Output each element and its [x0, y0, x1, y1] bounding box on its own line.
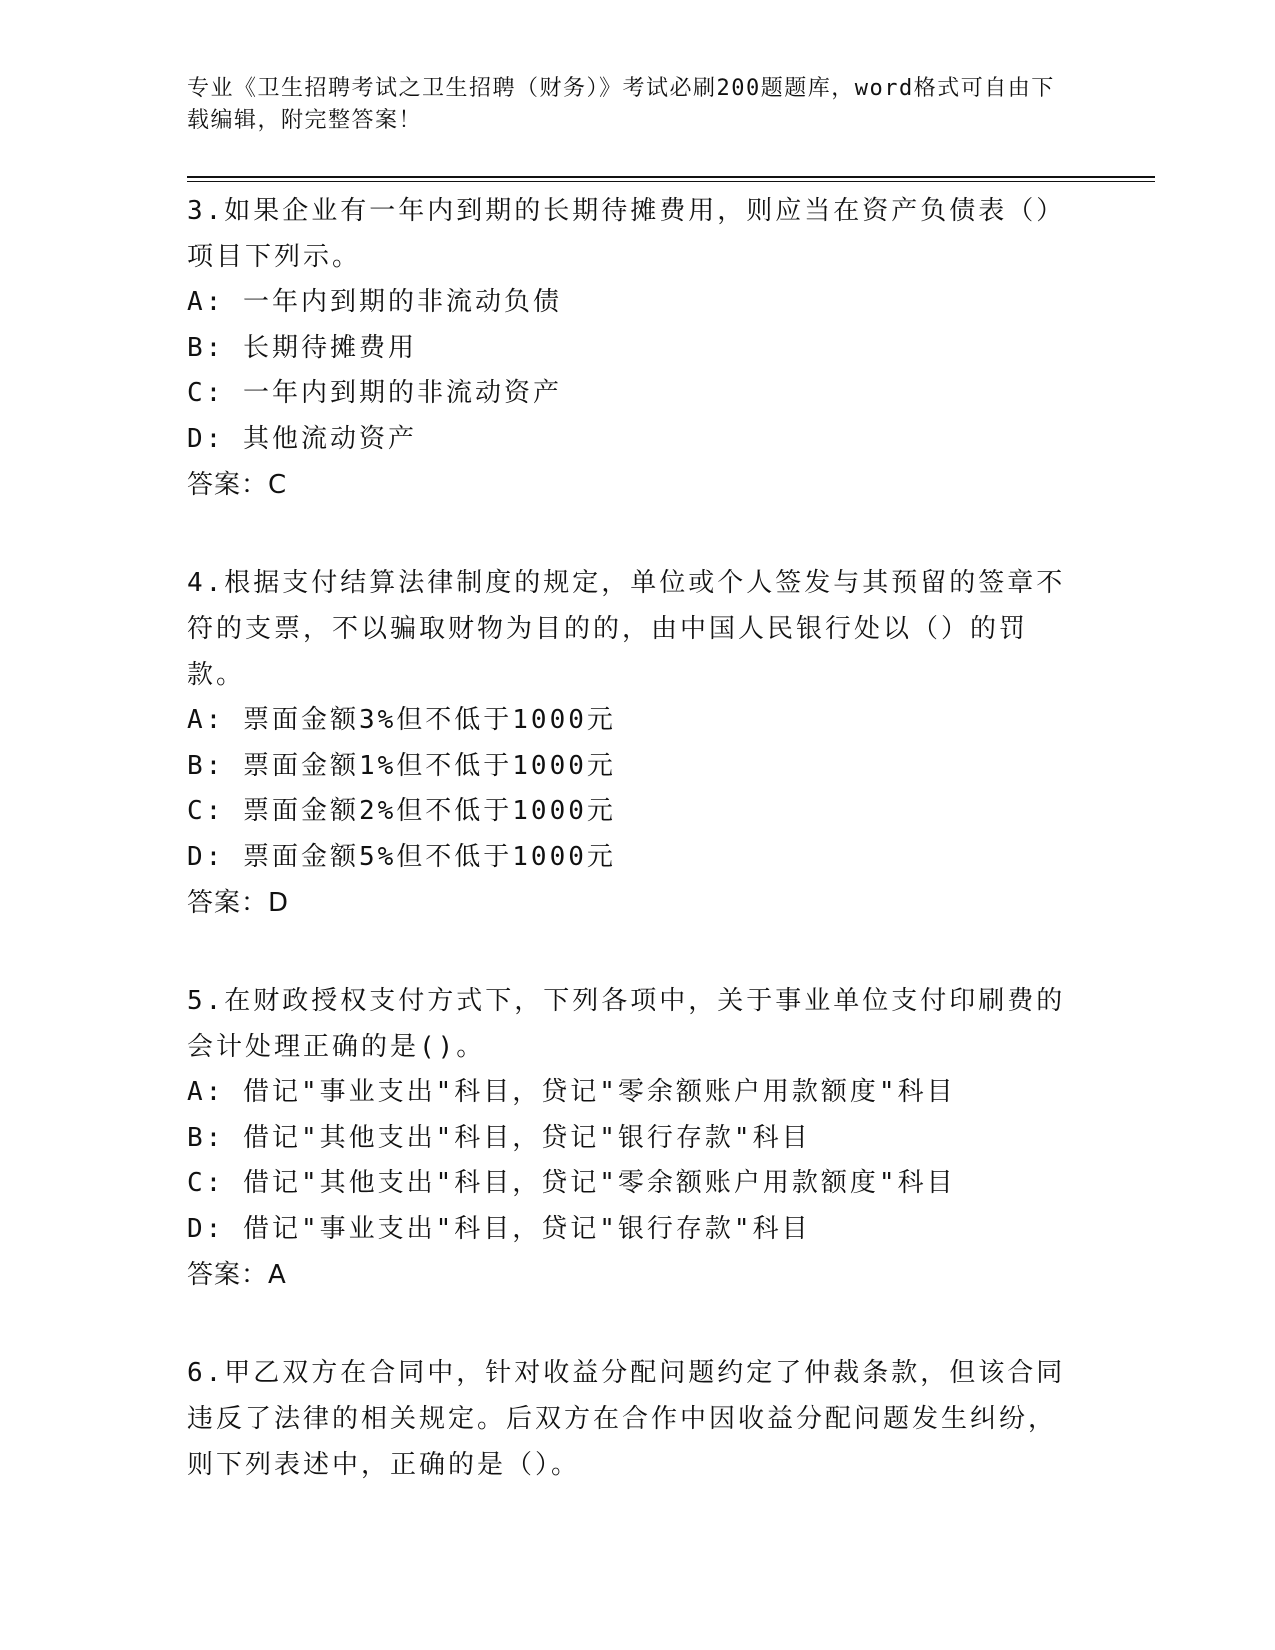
- question-stem: 6.甲乙双方在合同中，针对收益分配问题约定了仲裁条款，但该合同违反了法律的相关规定。后双方在合作中因收益分配问题发生纠纷，则下列表述中，正确的是（）。: [187, 1358, 1066, 1480]
- question-6: [187, 1350, 1067, 1488]
- option-a: A: 借记"事业支出"科目，贷记"零余额账户用款额度"科目: [187, 1077, 956, 1107]
- option-a: A: 一年内到期的非流动负债: [187, 287, 562, 317]
- question-stem: 5.在财政授权支付方式下，下列各项中，关于事业单位支付印刷费的会计处理正确的是()。: [187, 986, 1066, 1062]
- option-d: D: 其他流动资产: [187, 423, 417, 454]
- option-a: A: 票面金额3%但不低于1000元: [187, 705, 616, 735]
- answer: 答案：A: [187, 1260, 287, 1290]
- question-stem: 3.如果企业有一年内到期的长期待摊费用，则应当在资产负债表（）项目下列示。: [187, 196, 1066, 272]
- option-d: D: 借记"事业支出"科目，贷记"银行存款"科目: [187, 1213, 811, 1244]
- question-5: [187, 978, 1067, 1298]
- question-stem: 4.根据支付结算法律制度的规定，单位或个人签发与其预留的签章不符的支票，不以骗取财物为目的的，由中国人民银行处以（）的罚款。: [187, 568, 1066, 690]
- document-header: 专业《卫生招聘考试之卫生招聘（财务）》考试必刷200题题库，word格式可自由下载编辑，附完整答案！: [187, 76, 1055, 133]
- question-list: [187, 188, 1067, 1540]
- question-3: [187, 188, 1067, 508]
- option-b: B: 长期待摊费用: [187, 332, 417, 363]
- answer: 答案：C: [187, 470, 288, 500]
- header-divider-thin: [187, 181, 1155, 182]
- option-b: B: 票面金额1%但不低于1000元: [187, 750, 616, 781]
- header-divider-thick: [187, 176, 1155, 178]
- option-b: B: 借记"其他支出"科目，贷记"银行存款"科目: [187, 1122, 811, 1153]
- option-d: D: 票面金额5%但不低于1000元: [187, 841, 616, 872]
- option-c: C: 票面金额2%但不低于1000元: [187, 796, 616, 826]
- option-c: C: 借记"其他支出"科目，贷记"零余额账户用款额度"科目: [187, 1168, 956, 1198]
- option-c: C: 一年内到期的非流动资产: [187, 378, 562, 408]
- question-4: [187, 560, 1067, 926]
- answer: 答案：D: [187, 888, 290, 918]
